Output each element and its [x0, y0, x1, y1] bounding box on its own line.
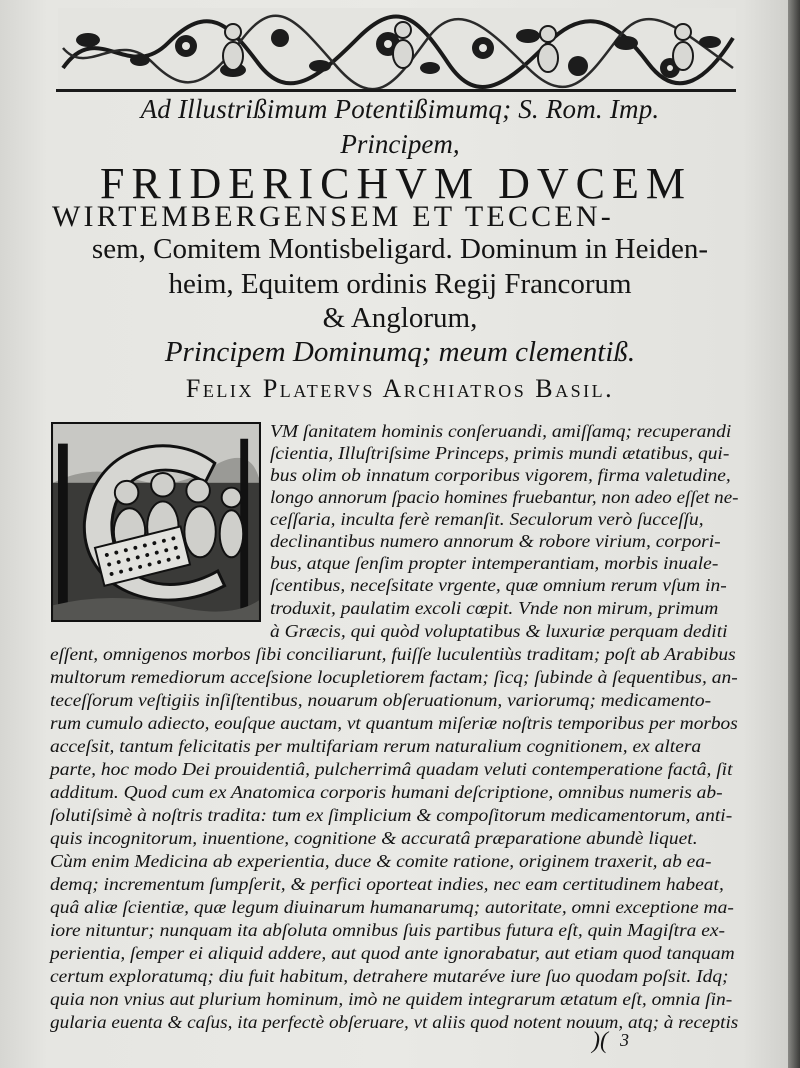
body-line: ſcientia, Illuſtriſsime Princeps, primis mundi ætatibus, qui-	[270, 443, 730, 463]
body-line: Cùm enim Medicina ab experientia, duce & comite ratione, originem traxerit, ab ea-	[50, 851, 712, 871]
principem-line: Principem,	[340, 129, 460, 159]
body-line: additum. Quod cum ex Anatomica corporis humani deſcriptione, omnibus numeris ab-	[50, 782, 723, 802]
body-line: certum exploratumq; diu fuit habitum, detrahere mutaréve iure ſuo quodam poſsit. Idq;	[50, 966, 729, 986]
body-line: demq; incrementum ſumpſerit, & perfici oporteat indies, nec eam certitudinem habeat,	[50, 874, 724, 894]
body-line: perientia, ſemper ei aliquid addere, aut quod ante ignorabatur, aut etiam quod tanquam	[50, 943, 735, 963]
decorated-initial-c	[51, 422, 261, 622]
body-line: troduxit, paulatim excoli cœpit. Vnde non mirum, primum	[270, 598, 719, 618]
page-number: 3	[620, 1030, 629, 1050]
salutation-line: Principem Dominumq; meum clementiß.	[164, 336, 636, 368]
duke-title-line-1: WIRTEMBERGENSEM ET TECCEN-	[52, 200, 614, 233]
dedication-line: Ad Illustrißimum Potentißimumq; S. Rom. Imp.	[140, 94, 660, 124]
body-line: ſolutiſsimè à noſtris tradita: tum ex ſimplicium & compoſitorum medicamentorum, anti-	[50, 805, 733, 825]
headpiece-ornament	[58, 8, 736, 90]
author-line: Felix Platervs Archiatros Basil.	[185, 374, 615, 403]
duke-title-line-3: heim, Equitem ordinis Regij Francorum	[168, 268, 632, 300]
body-line: declinantibus numero annorum & robore virium, corpori-	[270, 531, 721, 551]
signature-mark: )(	[592, 1028, 608, 1054]
body-line: gularia euenta & caſus, ita perfectè obſeruare, vt aliis quod notent nouum, atq; à receptis	[50, 1012, 739, 1032]
body-line: à Græcis, qui quòd voluptatibus & luxuriæ perquam dediti	[270, 621, 728, 641]
body-line: eſſent, omnigenos morbos ſibi conciliarunt, fuiſſe luculentiùs traditam; poſt ab Arabibus	[50, 644, 736, 664]
body-line: quis incognitorum, inuentione, cognitione & accuratâ præparatione abundè liquet.	[50, 828, 698, 848]
body-line: rum cumulo adiecto, eouſque auctam, vt quantum miſeriæ noſtris temporibus per morbos	[50, 713, 738, 733]
duke-title-line-4: & Anglorum,	[322, 302, 478, 334]
body-line: iore nituntur; nunquam ita abſoluta omnibus ſuis partibus futura eſt, quin Magiſtra ex-	[50, 920, 726, 940]
body-line: bus, atque ſenſim propter intemperantiam, morbis inuale-	[270, 553, 719, 573]
duke-title-line-2: sem, Comitem Montisbeligard. Dominum in Heiden-	[91, 233, 709, 265]
duke-name: FRIDERICHVM DVCEM	[99, 159, 693, 208]
body-line: quâ aliæ ſcientiæ, quæ legum diuinarum humanarumq; autoritate, omni exceptione ma-	[50, 897, 734, 917]
body-line: ſcentibus, neceſsitate vrgente, quæ omnium rerum vſum in-	[270, 575, 727, 595]
body-line: parte, hoc modo Dei prouidentiâ, pulcherrimâ quadam veluti contemperatione factâ, ſit	[50, 759, 733, 779]
body-line: longo annorum ſpacio homines fruebantur, non adeo eſſet ne-	[270, 487, 739, 507]
headpiece-rule	[56, 89, 736, 92]
body-line: multorum remediorum acceſsione locupletiorem factam; ſicq; ſubinde à ſequentibus, an-	[50, 667, 738, 687]
body-line: VM ſanitatem hominis conſeruandi, amiſſamq; recuperandi	[270, 421, 732, 441]
page-edge-shadow	[788, 0, 800, 1068]
body-line: acceſsit, tantum felicitatis per multifariam rerum naturalium cognitionem, ex altera	[50, 736, 702, 756]
body-line: ceſſaria, inculta ferè remanſit. Seculorum verò ſucceſſu,	[270, 509, 704, 529]
body-line: bus olim ob innatum corporibus vigorem, firma valetudine,	[270, 465, 731, 485]
body-line: quia non vnius aut plurium hominum, imò ne quidem integrarum ætatum eſt, omnia ſin-	[50, 989, 733, 1009]
body-line: teceſſorum veſtigiis inſiſtentibus, nouarum obſeruationum, variorumq; medicamento-	[50, 690, 712, 710]
